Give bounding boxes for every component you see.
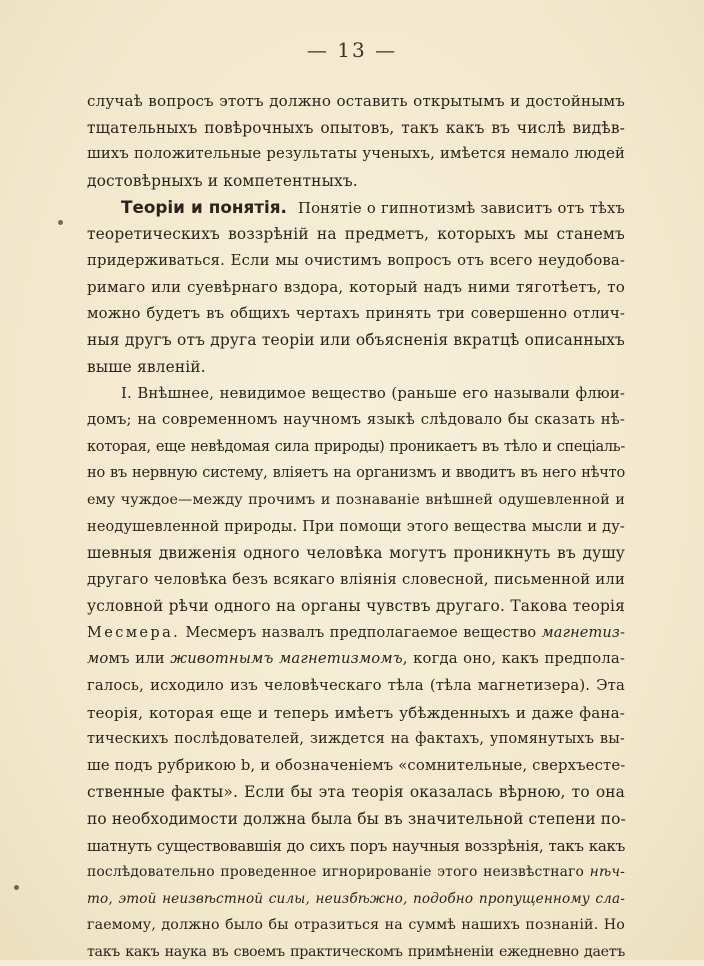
text-run: Месмеръ назвалъ предполагаемое вещество (185, 624, 537, 641)
text-line (87, 859, 625, 886)
section-heading: Теоріи и понятія. (121, 197, 287, 218)
text-line: римаго или суевѣрнаго вздора, который надъ ними тяготѣетъ, то (87, 278, 625, 297)
italic-term: магнетиз- (541, 624, 625, 641)
text-line: которая, еще невѣдомая сила природы) проникаетъ въ тѣло и спеціаль- (87, 438, 625, 455)
text-line: выше явленій. (87, 357, 206, 376)
text-line: I. Внѣшнее, невидимое вещество (раньше его называли флюи- (121, 384, 625, 402)
text-line: но въ нервную систему, вліяетъ на организмъ и вводитъ въ него нѣчто (87, 465, 625, 482)
text-line (87, 620, 625, 647)
italic-term: мо (87, 650, 109, 668)
text-line: можно будетъ въ общихъ чертахъ принять три совершенно отлич- (87, 304, 625, 322)
text-line: придерживаться. Если мы очистимъ вопросъ отъ всего неудобова- (87, 251, 625, 269)
text-line: достовѣрныхъ и компетентныхъ. (87, 171, 358, 190)
text-run: Понятіе о гипнотизмѣ зависитъ отъ тѣхъ (298, 200, 625, 218)
text-line: теорія, которая еще и теперь имѣетъ убѣжденныхъ и даже фана- (87, 703, 625, 722)
text-line: галось, исходило изъ человѣческаго тѣла (тѣла магнетизера). Эта (87, 677, 625, 695)
text-line: шевныя движенія одного человѣка могутъ проникнуть въ душу (87, 544, 625, 563)
text-line: домъ; на современномъ научномъ языкѣ слѣдовало бы сказать нѣ- (87, 411, 625, 429)
text-run: то, этой неизвѣстной силы, неизбѣжно, подобно пропущенному сла- (87, 890, 625, 907)
margin-dot (14, 885, 19, 890)
text-run: , когда оно, какъ предпола- (402, 650, 626, 668)
name-mesmer: Месмера. (87, 624, 181, 641)
text-line: ныя другъ отъ друга теоріи или объясненія вкратцѣ описанныхъ (87, 331, 625, 350)
text-line: шихъ положительные результаты ученыхъ, имѣется немало людей (87, 145, 625, 163)
text-line: такъ какъ наука въ своемъ практическомъ примѣненіи ежедневно даетъ (87, 944, 625, 960)
text-line: ему чуждое—между прочимъ и познаваніе внѣшней одушевленной и (87, 491, 625, 508)
italic-term: нѣч- (589, 864, 625, 881)
text-line: теоретическихъ воззрѣній на предметъ, которыхъ мы станемъ (87, 224, 625, 243)
margin-dot (58, 220, 63, 225)
text-line (87, 646, 625, 673)
text-line: другаго человѣка безъ всякаго вліянія словесной, письменной или (87, 570, 625, 588)
italic-term: животнымъ магнетизмомъ (170, 650, 403, 668)
page-number: — 13 — (306, 38, 398, 62)
section-line (87, 194, 625, 221)
text-line: ше подъ рубрикою b, и обозначеніемъ «сомнительные, сверхъесте- (87, 756, 626, 774)
text-run: послѣдовательно проведенное игнорированіе этого неизвѣстнаго (87, 864, 585, 881)
body-text (87, 88, 625, 966)
text-line: тщательныхъ повѣрочныхъ опытовъ, такъ какъ въ числѣ видѣв- (87, 118, 625, 137)
text-line: условной рѣчи одного на органы чувствъ другаго. Такова теорія (87, 597, 625, 616)
text-line: тическихъ послѣдователей, зиждется на фактахъ, упомянутыхъ вы- (87, 731, 625, 748)
text-run: мъ или (108, 650, 165, 668)
text-line: неодушевленной природы. При помощи этого вещества мысли и ду- (87, 518, 625, 535)
text-line (87, 886, 625, 913)
text-line: шатнуть существовавшія до сихъ поръ научныя воззрѣнія, такъ какъ (87, 836, 625, 855)
text-line: по необходимости должна была бы въ значительной степени по- (87, 810, 626, 829)
text-line: случаѣ вопросъ этотъ должно оставить открытымъ и достойнымъ (87, 92, 625, 110)
text-line: гаемому, должно было бы отразиться на суммѣ нашихъ познаній. Но (87, 917, 625, 934)
text-line: ственные факты». Если бы эта теорія оказалась вѣрною, то она (87, 783, 625, 802)
